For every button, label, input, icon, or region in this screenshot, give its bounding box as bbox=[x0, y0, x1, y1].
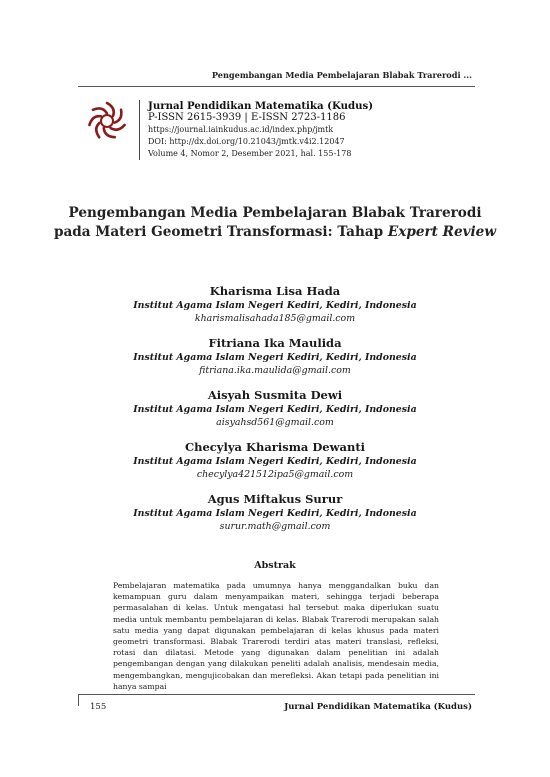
journal-logo-icon bbox=[86, 100, 128, 142]
title-italic: Expert Review bbox=[387, 224, 497, 240]
author-email[interactable]: kharismalisahada185@gmail.com bbox=[194, 313, 356, 324]
author-block bbox=[40, 336, 510, 377]
journal-name: Jurnal Pendidikan Matematika (Kudus) bbox=[148, 100, 374, 112]
footer-rule bbox=[78, 694, 475, 695]
footer-tick bbox=[78, 694, 79, 706]
author-email[interactable]: aisyahsd561@gmail.com bbox=[216, 417, 334, 428]
author-affiliation: Institut Agama Islam Negeri Kediri, Kediri, Indonesia bbox=[133, 352, 417, 363]
author-affiliation: Institut Agama Islam Negeri Kediri, Kediri, Indonesia bbox=[133, 456, 417, 467]
abstract-text: Pembelajaran matematika pada umumnya hanya menggandalkan buku dan kemampuan guru dalam menyampaikan materi, sehingga terjadi beberapa permasalahan di kelas. Untuk mengatasi hal tersebut maka diperlukan suatu media untuk membantu pembelajaran di kelas. Blabak Trarerodi merupakan salah satu media yang dapat digunakan pembelajaran di kelas khusus pada materi geometri transformasi. Blabak Trarerodi terdiri atas materi translasi, refleksi, rotasi dan dilatasi. Metode yang digunakan dalam penelitian ini adalah pengembangan dengan yang dilakukan peneliti adalah analisis, mendesain media, mengembangkan, mengujicobakan dan merefleksi. Akan tetapi pada penelitian ini hanya sampai bbox=[113, 581, 439, 691]
journal-issn: P-ISSN 2615-3939 | E-ISSN 2723-1186 bbox=[148, 112, 346, 123]
author-block bbox=[40, 388, 510, 429]
footer-journal-name: Jurnal Pendidikan Matematika (Kudus) bbox=[284, 702, 472, 712]
author-name: Aisyah Susmita Dewi bbox=[207, 388, 343, 402]
author-name: Kharisma Lisa Hada bbox=[209, 284, 341, 298]
author-affiliation: Institut Agama Islam Negeri Kediri, Kediri, Indonesia bbox=[133, 508, 417, 519]
journal-volume: Volume 4, Nomor 2, Desember 2021, hal. 155-178 bbox=[148, 149, 352, 158]
journal-info bbox=[148, 100, 373, 160]
author-list bbox=[40, 284, 510, 544]
title-line-2: pada Materi Geometri Transformasi: Tahap Expert Review bbox=[53, 224, 497, 240]
author-email[interactable]: checylya421512ipa5@gmail.com bbox=[196, 469, 354, 480]
author-affiliation: Institut Agama Islam Negeri Kediri, Kediri, Indonesia bbox=[133, 404, 417, 415]
author-block bbox=[40, 440, 510, 481]
author-name: Agus Miftakus Surur bbox=[207, 492, 343, 506]
author-affiliation: Institut Agama Islam Negeri Kediri, Kediri, Indonesia bbox=[133, 300, 417, 311]
journal-info-divider bbox=[139, 100, 140, 160]
running-header: Pengembangan Media Pembelajaran Blabak Trarerodi ... bbox=[211, 70, 472, 80]
author-name: Fitriana Ika Maulida bbox=[208, 336, 342, 350]
abstract-heading: Abstrak bbox=[254, 560, 296, 571]
header-rule bbox=[78, 86, 475, 87]
author-name: Checylya Kharisma Dewanti bbox=[184, 440, 366, 454]
journal-doi[interactable]: DOI: http://dx.doi.org/10.21043/jmtk.v4i2.12047 bbox=[148, 137, 345, 146]
author-email[interactable]: fitriana.ika.maulida@gmail.com bbox=[199, 365, 351, 376]
author-block bbox=[40, 492, 510, 533]
logo-petal bbox=[107, 103, 114, 116]
author-email[interactable]: surur.math@gmail.com bbox=[219, 521, 331, 532]
page-number: 155 bbox=[90, 702, 107, 712]
title-line-1: Pengembangan Media Pembelajaran Blabak Trarerodi bbox=[68, 205, 482, 221]
journal-url[interactable]: https://journal.iainkudus.ac.id/index.php/jmtk bbox=[148, 125, 334, 134]
author-block bbox=[40, 284, 510, 325]
paper-title bbox=[40, 204, 510, 242]
